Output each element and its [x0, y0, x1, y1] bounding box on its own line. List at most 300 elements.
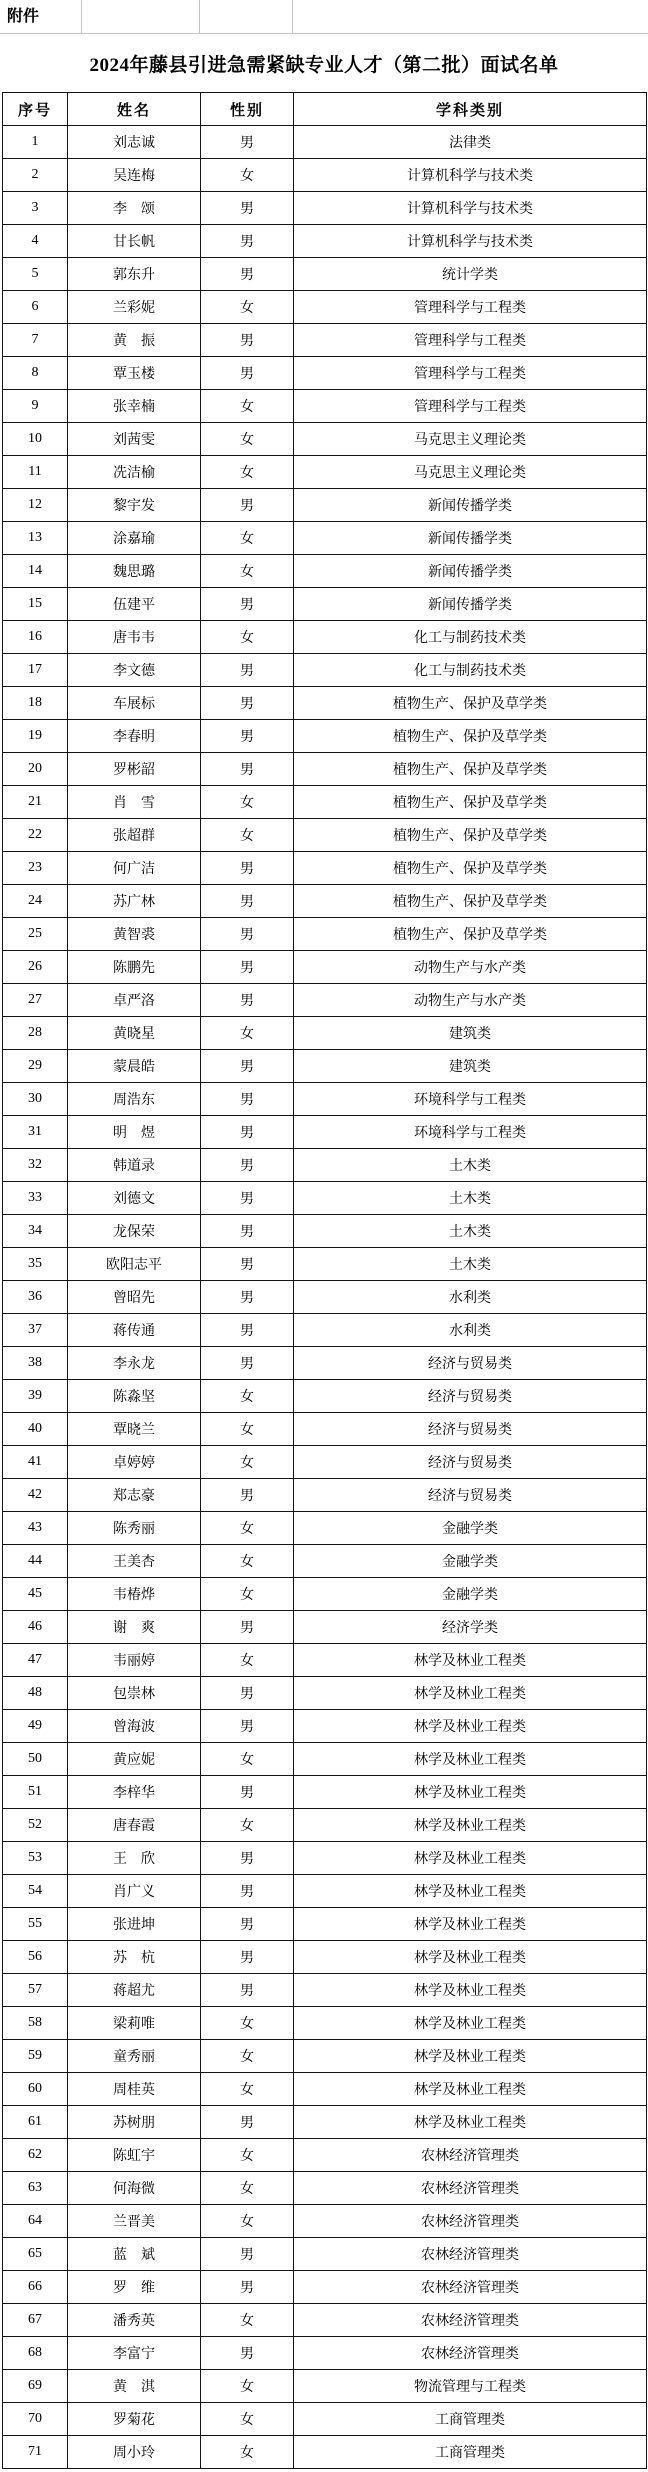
- cell-category: 林学及林业工程类: [294, 2106, 647, 2139]
- cell-category: 新闻传播学类: [294, 588, 647, 621]
- table-row: [3, 1743, 647, 1776]
- cell-no: 16: [3, 621, 68, 654]
- cell-name: 唐韦韦: [68, 621, 201, 654]
- cell-name: 肖 雪: [68, 786, 201, 819]
- cell-name: 何广洁: [68, 852, 201, 885]
- cell-category: 土木类: [294, 1215, 647, 1248]
- cell-gender: 女: [201, 2403, 294, 2436]
- cell-gender: 女: [201, 819, 294, 852]
- cell-category: 林学及林业工程类: [294, 1776, 647, 1809]
- table-row: [3, 1281, 647, 1314]
- cell-category: 建筑类: [294, 1050, 647, 1083]
- table-row: [3, 126, 647, 159]
- table-row: [3, 753, 647, 786]
- cell-category: 林学及林业工程类: [294, 1875, 647, 1908]
- cell-category: 土木类: [294, 1248, 647, 1281]
- table-row: [3, 1050, 647, 1083]
- cell-name: 蒋超尤: [68, 1974, 201, 2007]
- table-row: [3, 1215, 647, 1248]
- table-row: [3, 2007, 647, 2040]
- cell-no: 3: [3, 192, 68, 225]
- cell-name: 甘长帆: [68, 225, 201, 258]
- table-row: [3, 1380, 647, 1413]
- cell-gender: 男: [201, 258, 294, 291]
- table-row: [3, 1875, 647, 1908]
- empty-grid-cell: [82, 0, 200, 33]
- cell-name: 唐春霞: [68, 1809, 201, 1842]
- cell-category: 管理科学与工程类: [294, 390, 647, 423]
- cell-gender: 男: [201, 2337, 294, 2370]
- cell-name: 苏广林: [68, 885, 201, 918]
- cell-name: 陈虹宇: [68, 2139, 201, 2172]
- table-row: [3, 2172, 647, 2205]
- cell-no: 68: [3, 2337, 68, 2370]
- cell-gender: 女: [201, 786, 294, 819]
- cell-name: 黄智裘: [68, 918, 201, 951]
- cell-gender: 男: [201, 1149, 294, 1182]
- cell-no: 35: [3, 1248, 68, 1281]
- cell-category: 林学及林业工程类: [294, 1677, 647, 1710]
- cell-name: 蒙晨皓: [68, 1050, 201, 1083]
- cell-gender: 女: [201, 1644, 294, 1677]
- table-row: [3, 2337, 647, 2370]
- cell-no: 70: [3, 2403, 68, 2436]
- cell-gender: 女: [201, 2040, 294, 2073]
- cell-name: 韩道录: [68, 1149, 201, 1182]
- cell-no: 52: [3, 1809, 68, 1842]
- cell-name: 车展标: [68, 687, 201, 720]
- cell-name: 刘茜雯: [68, 423, 201, 456]
- table-row: [3, 1248, 647, 1281]
- cell-name: 苏 杭: [68, 1941, 201, 1974]
- cell-no: 10: [3, 423, 68, 456]
- cell-gender: 女: [201, 1380, 294, 1413]
- cell-category: 水利类: [294, 1281, 647, 1314]
- cell-gender: 男: [201, 489, 294, 522]
- cell-no: 24: [3, 885, 68, 918]
- cell-gender: 男: [201, 2238, 294, 2271]
- cell-name: 卓婷婷: [68, 1446, 201, 1479]
- table-row: [3, 1710, 647, 1743]
- cell-name: 郭东升: [68, 258, 201, 291]
- cell-category: 植物生产、保护及草学类: [294, 852, 647, 885]
- cell-gender: 女: [201, 390, 294, 423]
- cell-gender: 男: [201, 852, 294, 885]
- cell-gender: 女: [201, 2205, 294, 2238]
- table-row: [3, 192, 647, 225]
- table-header-row: [3, 93, 647, 126]
- table-row: [3, 885, 647, 918]
- cell-name: 伍建平: [68, 588, 201, 621]
- cell-name: 欧阳志平: [68, 1248, 201, 1281]
- cell-name: 陈秀丽: [68, 1512, 201, 1545]
- cell-category: 金融学类: [294, 1512, 647, 1545]
- cell-gender: 男: [201, 357, 294, 390]
- cell-gender: 女: [201, 2139, 294, 2172]
- table-row: [3, 720, 647, 753]
- cell-category: 马克思主义理论类: [294, 423, 647, 456]
- cell-category: 植物生产、保护及草学类: [294, 885, 647, 918]
- attachment-row: [0, 0, 648, 34]
- cell-category: 新闻传播学类: [294, 489, 647, 522]
- table-row: [3, 2370, 647, 2403]
- cell-category: 计算机科学与技术类: [294, 225, 647, 258]
- cell-no: 33: [3, 1182, 68, 1215]
- cell-no: 6: [3, 291, 68, 324]
- cell-name: 郑志豪: [68, 1479, 201, 1512]
- cell-name: 苏树朋: [68, 2106, 201, 2139]
- cell-no: 51: [3, 1776, 68, 1809]
- cell-category: 经济与贸易类: [294, 1479, 647, 1512]
- cell-no: 38: [3, 1347, 68, 1380]
- cell-no: 65: [3, 2238, 68, 2271]
- table-row: [3, 357, 647, 390]
- table-row: [3, 1413, 647, 1446]
- cell-no: 20: [3, 753, 68, 786]
- cell-category: 经济与贸易类: [294, 1380, 647, 1413]
- cell-category: 工商管理类: [294, 2403, 647, 2436]
- cell-gender: 男: [201, 1875, 294, 1908]
- cell-category: 林学及林业工程类: [294, 1974, 647, 2007]
- table-row: [3, 2040, 647, 2073]
- cell-category: 环境科学与工程类: [294, 1083, 647, 1116]
- table-row: [3, 588, 647, 621]
- cell-name: 蓝 斌: [68, 2238, 201, 2271]
- cell-no: 17: [3, 654, 68, 687]
- table-row: [3, 390, 647, 423]
- cell-name: 张超群: [68, 819, 201, 852]
- cell-name: 童秀丽: [68, 2040, 201, 2073]
- cell-name: 何海微: [68, 2172, 201, 2205]
- cell-no: 61: [3, 2106, 68, 2139]
- cell-gender: 女: [201, 522, 294, 555]
- cell-category: 管理科学与工程类: [294, 291, 647, 324]
- cell-gender: 男: [201, 654, 294, 687]
- cell-category: 化工与制药技术类: [294, 654, 647, 687]
- cell-category: 计算机科学与技术类: [294, 192, 647, 225]
- table-row: [3, 687, 647, 720]
- cell-no: 4: [3, 225, 68, 258]
- cell-no: 13: [3, 522, 68, 555]
- cell-no: 11: [3, 456, 68, 489]
- cell-name: 李文德: [68, 654, 201, 687]
- cell-category: 管理科学与工程类: [294, 324, 647, 357]
- table-row: [3, 1611, 647, 1644]
- cell-category: 林学及林业工程类: [294, 2073, 647, 2106]
- cell-category: 马克思主义理论类: [294, 456, 647, 489]
- cell-no: 40: [3, 1413, 68, 1446]
- cell-category: 化工与制药技术类: [294, 621, 647, 654]
- cell-gender: 女: [201, 621, 294, 654]
- cell-no: 64: [3, 2205, 68, 2238]
- cell-name: 明 煜: [68, 1116, 201, 1149]
- cell-no: 49: [3, 1710, 68, 1743]
- cell-no: 37: [3, 1314, 68, 1347]
- cell-name: 曾昭先: [68, 1281, 201, 1314]
- cell-category: 林学及林业工程类: [294, 2007, 647, 2040]
- roster-table: [2, 92, 647, 2469]
- cell-gender: 男: [201, 126, 294, 159]
- cell-gender: 男: [201, 1611, 294, 1644]
- cell-gender: 男: [201, 1710, 294, 1743]
- cell-gender: 男: [201, 951, 294, 984]
- cell-category: 新闻传播学类: [294, 555, 647, 588]
- table-row: [3, 522, 647, 555]
- cell-gender: 女: [201, 1446, 294, 1479]
- cell-no: 50: [3, 1743, 68, 1776]
- cell-name: 黄晓星: [68, 1017, 201, 1050]
- table-row: [3, 423, 647, 456]
- table-row: [3, 2073, 647, 2106]
- cell-gender: 女: [201, 423, 294, 456]
- cell-no: 66: [3, 2271, 68, 2304]
- cell-name: 兰彩妮: [68, 291, 201, 324]
- cell-name: 王 欣: [68, 1842, 201, 1875]
- cell-no: 43: [3, 1512, 68, 1545]
- cell-no: 46: [3, 1611, 68, 1644]
- cell-gender: 男: [201, 1941, 294, 1974]
- cell-category: 新闻传播学类: [294, 522, 647, 555]
- cell-gender: 女: [201, 1017, 294, 1050]
- cell-name: 罗彬韶: [68, 753, 201, 786]
- cell-category: 林学及林业工程类: [294, 1842, 647, 1875]
- cell-category: 植物生产、保护及草学类: [294, 753, 647, 786]
- cell-name: 李永龙: [68, 1347, 201, 1380]
- table-row: [3, 159, 647, 192]
- cell-category: 经济与贸易类: [294, 1446, 647, 1479]
- cell-category: 金融学类: [294, 1545, 647, 1578]
- cell-category: 工商管理类: [294, 2436, 647, 2469]
- cell-category: 土木类: [294, 1149, 647, 1182]
- cell-name: 包崇林: [68, 1677, 201, 1710]
- cell-name: 李春明: [68, 720, 201, 753]
- table-row: [3, 2238, 647, 2271]
- cell-category: 植物生产、保护及草学类: [294, 720, 647, 753]
- empty-grid-cell: [293, 0, 648, 33]
- cell-category: 物流管理与工程类: [294, 2370, 647, 2403]
- cell-no: 44: [3, 1545, 68, 1578]
- cell-name: 魏思璐: [68, 555, 201, 588]
- cell-name: 龙保荣: [68, 1215, 201, 1248]
- cell-no: 57: [3, 1974, 68, 2007]
- table-row: [3, 1644, 647, 1677]
- table-row: [3, 1974, 647, 2007]
- cell-no: 67: [3, 2304, 68, 2337]
- cell-no: 71: [3, 2436, 68, 2469]
- cell-name: 潘秀英: [68, 2304, 201, 2337]
- cell-name: 梁莉唯: [68, 2007, 201, 2040]
- cell-no: 29: [3, 1050, 68, 1083]
- cell-category: 统计学类: [294, 258, 647, 291]
- cell-category: 农林经济管理类: [294, 2337, 647, 2370]
- cell-no: 27: [3, 984, 68, 1017]
- table-row: [3, 324, 647, 357]
- cell-gender: 女: [201, 2436, 294, 2469]
- empty-grid-cell: [200, 0, 293, 33]
- cell-gender: 女: [201, 2073, 294, 2106]
- table-row: [3, 1941, 647, 1974]
- cell-gender: 男: [201, 1347, 294, 1380]
- table-row: [3, 1842, 647, 1875]
- table-row: [3, 984, 647, 1017]
- cell-no: 30: [3, 1083, 68, 1116]
- cell-no: 12: [3, 489, 68, 522]
- cell-no: 14: [3, 555, 68, 588]
- cell-name: 肖广义: [68, 1875, 201, 1908]
- cell-gender: 男: [201, 1842, 294, 1875]
- cell-gender: 男: [201, 588, 294, 621]
- cell-category: 林学及林业工程类: [294, 1941, 647, 1974]
- table-row: [3, 1314, 647, 1347]
- table-row: [3, 2139, 647, 2172]
- table-row: [3, 489, 647, 522]
- table-row: [3, 786, 647, 819]
- cell-gender: 女: [201, 1809, 294, 1842]
- cell-no: 36: [3, 1281, 68, 1314]
- cell-name: 刘德文: [68, 1182, 201, 1215]
- col-header-name: 姓名: [68, 93, 201, 126]
- cell-no: 48: [3, 1677, 68, 1710]
- cell-category: 农林经济管理类: [294, 2205, 647, 2238]
- cell-category: 经济与贸易类: [294, 1347, 647, 1380]
- cell-no: 32: [3, 1149, 68, 1182]
- cell-gender: 女: [201, 1545, 294, 1578]
- cell-name: 罗菊花: [68, 2403, 201, 2436]
- cell-gender: 男: [201, 1281, 294, 1314]
- cell-gender: 女: [201, 1512, 294, 1545]
- cell-gender: 女: [201, 1413, 294, 1446]
- cell-no: 1: [3, 126, 68, 159]
- col-header-category: 学科类别: [294, 93, 647, 126]
- table-row: [3, 819, 647, 852]
- cell-gender: 男: [201, 687, 294, 720]
- cell-gender: 女: [201, 2370, 294, 2403]
- cell-gender: 女: [201, 2172, 294, 2205]
- cell-category: 经济学类: [294, 1611, 647, 1644]
- cell-name: 冼洁榆: [68, 456, 201, 489]
- table-row: [3, 2304, 647, 2337]
- cell-gender: 男: [201, 1248, 294, 1281]
- cell-gender: 男: [201, 1479, 294, 1512]
- cell-no: 54: [3, 1875, 68, 1908]
- cell-no: 23: [3, 852, 68, 885]
- table-row: [3, 225, 647, 258]
- cell-no: 53: [3, 1842, 68, 1875]
- cell-name: 黄 振: [68, 324, 201, 357]
- table-row: [3, 2436, 647, 2469]
- page-title: 2024年藤县引进急需紧缺专业人才（第二批）面试名单: [89, 54, 559, 76]
- cell-no: 18: [3, 687, 68, 720]
- cell-name: 周浩东: [68, 1083, 201, 1116]
- cell-name: 李富宁: [68, 2337, 201, 2370]
- cell-no: 15: [3, 588, 68, 621]
- table-row: [3, 1677, 647, 1710]
- table-row: [3, 951, 647, 984]
- cell-name: 周桂英: [68, 2073, 201, 2106]
- cell-name: 覃玉楼: [68, 357, 201, 390]
- cell-name: 刘志诚: [68, 126, 201, 159]
- cell-no: 63: [3, 2172, 68, 2205]
- cell-gender: 男: [201, 885, 294, 918]
- cell-gender: 男: [201, 1182, 294, 1215]
- cell-category: 动物生产与水产类: [294, 984, 647, 1017]
- cell-category: 农林经济管理类: [294, 2172, 647, 2205]
- table-row: [3, 1446, 647, 1479]
- table-row: [3, 258, 647, 291]
- table-row: [3, 1479, 647, 1512]
- cell-category: 林学及林业工程类: [294, 1710, 647, 1743]
- cell-category: 植物生产、保护及草学类: [294, 918, 647, 951]
- cell-no: 45: [3, 1578, 68, 1611]
- cell-gender: 男: [201, 1215, 294, 1248]
- cell-gender: 男: [201, 1908, 294, 1941]
- cell-category: 农林经济管理类: [294, 2238, 647, 2271]
- cell-category: 建筑类: [294, 1017, 647, 1050]
- cell-no: 39: [3, 1380, 68, 1413]
- table-row: [3, 555, 647, 588]
- cell-name: 陈鹏先: [68, 951, 201, 984]
- cell-category: 水利类: [294, 1314, 647, 1347]
- col-header-gender: 性别: [201, 93, 294, 126]
- cell-category: 林学及林业工程类: [294, 1908, 647, 1941]
- table-row: [3, 1116, 647, 1149]
- cell-gender: 男: [201, 918, 294, 951]
- cell-gender: 男: [201, 753, 294, 786]
- table-row: [3, 1512, 647, 1545]
- table-row: [3, 1083, 647, 1116]
- cell-gender: 男: [201, 2271, 294, 2304]
- table-row: [3, 1776, 647, 1809]
- cell-gender: 男: [201, 984, 294, 1017]
- cell-name: 韦椿烨: [68, 1578, 201, 1611]
- cell-category: 植物生产、保护及草学类: [294, 687, 647, 720]
- cell-gender: 女: [201, 291, 294, 324]
- cell-name: 吴连梅: [68, 159, 201, 192]
- cell-name: 李梓华: [68, 1776, 201, 1809]
- table-row: [3, 918, 647, 951]
- cell-no: 56: [3, 1941, 68, 1974]
- table-row: [3, 852, 647, 885]
- table-row: [3, 2205, 647, 2238]
- cell-no: 26: [3, 951, 68, 984]
- cell-name: 黎宇发: [68, 489, 201, 522]
- cell-name: 覃晓兰: [68, 1413, 201, 1446]
- cell-gender: 男: [201, 2106, 294, 2139]
- cell-gender: 男: [201, 1677, 294, 1710]
- cell-no: 9: [3, 390, 68, 423]
- cell-gender: 男: [201, 720, 294, 753]
- cell-category: 农林经济管理类: [294, 2139, 647, 2172]
- table-row: [3, 1578, 647, 1611]
- cell-gender: 男: [201, 1776, 294, 1809]
- cell-gender: 男: [201, 225, 294, 258]
- cell-category: 经济与贸易类: [294, 1413, 647, 1446]
- cell-name: 涂嘉瑜: [68, 522, 201, 555]
- cell-gender: 男: [201, 1083, 294, 1116]
- cell-no: 42: [3, 1479, 68, 1512]
- cell-no: 5: [3, 258, 68, 291]
- cell-category: 土木类: [294, 1182, 647, 1215]
- cell-gender: 女: [201, 456, 294, 489]
- cell-gender: 女: [201, 2304, 294, 2337]
- cell-category: 农林经济管理类: [294, 2304, 647, 2337]
- cell-category: 管理科学与工程类: [294, 357, 647, 390]
- cell-no: 8: [3, 357, 68, 390]
- cell-name: 兰晋美: [68, 2205, 201, 2238]
- cell-no: 55: [3, 1908, 68, 1941]
- cell-gender: 男: [201, 1974, 294, 2007]
- cell-no: 7: [3, 324, 68, 357]
